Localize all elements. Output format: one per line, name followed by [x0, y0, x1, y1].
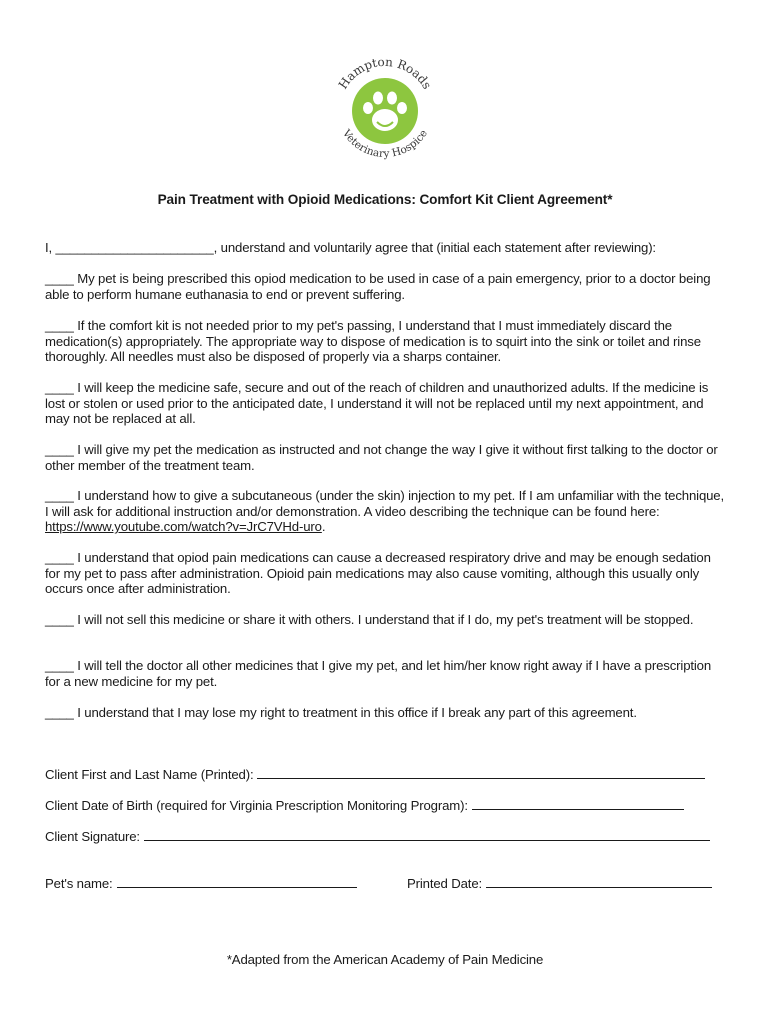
client-dob-line[interactable]: [472, 798, 684, 810]
statement-text: My pet is being prescribed this opiod medication to be used in case of a pain emergency, prior to a doctor being able to perform humane euthanasia to end or prevent suffering.: [45, 271, 711, 302]
statement-text: I understand that I may lose my right to treatment in this office if I break any part of this agreement.: [77, 705, 637, 720]
client-signature-field: [45, 829, 710, 844]
statement-text: I will give my pet the medication as instructed and not change the way I give it without first talking to the doctor or other member of the treatment team.: [45, 442, 718, 473]
intro-name-blank[interactable]: ______________________: [55, 240, 214, 255]
statement-9: [45, 705, 725, 721]
initial-blank[interactable]: ____: [45, 705, 74, 720]
client-dob-field: [45, 798, 684, 813]
logo-text-bottom: Veterinary Hospice: [340, 127, 430, 161]
initial-blank[interactable]: ____: [45, 380, 74, 395]
intro-line: [45, 240, 725, 256]
client-dob-label: Client Date of Birth (required for Virginia Prescription Monitoring Program):: [45, 798, 468, 813]
initial-blank[interactable]: ____: [45, 658, 74, 673]
pet-name-line[interactable]: [117, 876, 357, 888]
statement-text: I will not sell this medicine or share it with others. I understand that if I do, my pet's treatment will be stopped.: [77, 612, 694, 627]
printed-date-field: [407, 876, 712, 891]
statement-text: I understand that opiod pain medications can cause a decreased respiratory drive and may be enough sedation for my pet to pass after administration. Opioid pain medications may also cause vomiting, although this usually only occurs once after administration.: [45, 550, 711, 597]
initial-blank[interactable]: ____: [45, 550, 74, 565]
initial-blank[interactable]: ____: [45, 318, 74, 333]
initial-blank[interactable]: ____: [45, 442, 74, 457]
statement-text: If the comfort kit is not needed prior to my pet's passing, I understand that I must immediately discard the medication(s) appropriately. The appropriate way to dispose of medication is to squirt into the sink or toilet and rinse thoroughly. All needles must also be disposed of properly via a sharps container.: [45, 318, 701, 365]
statement-5: [45, 488, 725, 535]
statement-4: [45, 442, 725, 473]
statement-3: [45, 380, 725, 427]
initial-blank[interactable]: ____: [45, 271, 74, 286]
intro-suffix: , understand and voluntarily agree that (initial each statement after reviewing):: [213, 240, 656, 255]
pet-name-field: [45, 876, 357, 891]
pet-name-label: Pet's name:: [45, 876, 113, 891]
youtube-video-link[interactable]: https://www.youtube.com/watch?v=JrC7VHd-uro: [45, 519, 322, 535]
printed-date-label: Printed Date:: [407, 876, 483, 891]
document-title: Pain Treatment with Opioid Medications: Comfort Kit Client Agreement*: [157, 192, 613, 207]
statement-text-after: .: [321, 519, 326, 535]
client-signature-line[interactable]: [144, 829, 710, 841]
statement-7: [45, 612, 725, 628]
client-name-label: Client First and Last Name (Printed):: [45, 767, 254, 782]
client-signature-label: Client Signature:: [45, 829, 140, 844]
hampton-roads-veterinary-hospice-logo: [322, 48, 448, 174]
statement-2: [45, 318, 725, 365]
client-name-line[interactable]: [257, 767, 705, 779]
statement-6: [45, 550, 725, 597]
intro-prefix: I,: [45, 240, 56, 255]
statement-text: I will tell the doctor all other medicines that I give my pet, and let him/her know right away if I have a prescription for a new medicine for my pet.: [45, 658, 712, 689]
printed-date-line[interactable]: [486, 876, 712, 888]
initial-blank[interactable]: ____: [45, 488, 74, 503]
logo-text-top: Hampton Roads: [335, 54, 435, 92]
statement-text: I will keep the medicine safe, secure and out of the reach of children and unauthorized adults. If the medicine is lost or stolen or used prior to the anticipated date, I understand it will not be replaced until my next appointment, and may not be replaced at all.: [45, 380, 709, 427]
footer-note: *Adapted from the American Academy of Pain Medicine: [226, 952, 544, 967]
statement-text: I understand how to give a subcutaneous (under the skin) injection to my pet. If I am unfamiliar with the technique, I will ask for additional instruction and/or demonstration. A video describing the technique can be found here:: [45, 488, 725, 519]
statement-8: [45, 658, 725, 689]
initial-blank[interactable]: ____: [45, 612, 74, 627]
client-name-field: [45, 767, 705, 782]
statement-1: [45, 271, 725, 302]
